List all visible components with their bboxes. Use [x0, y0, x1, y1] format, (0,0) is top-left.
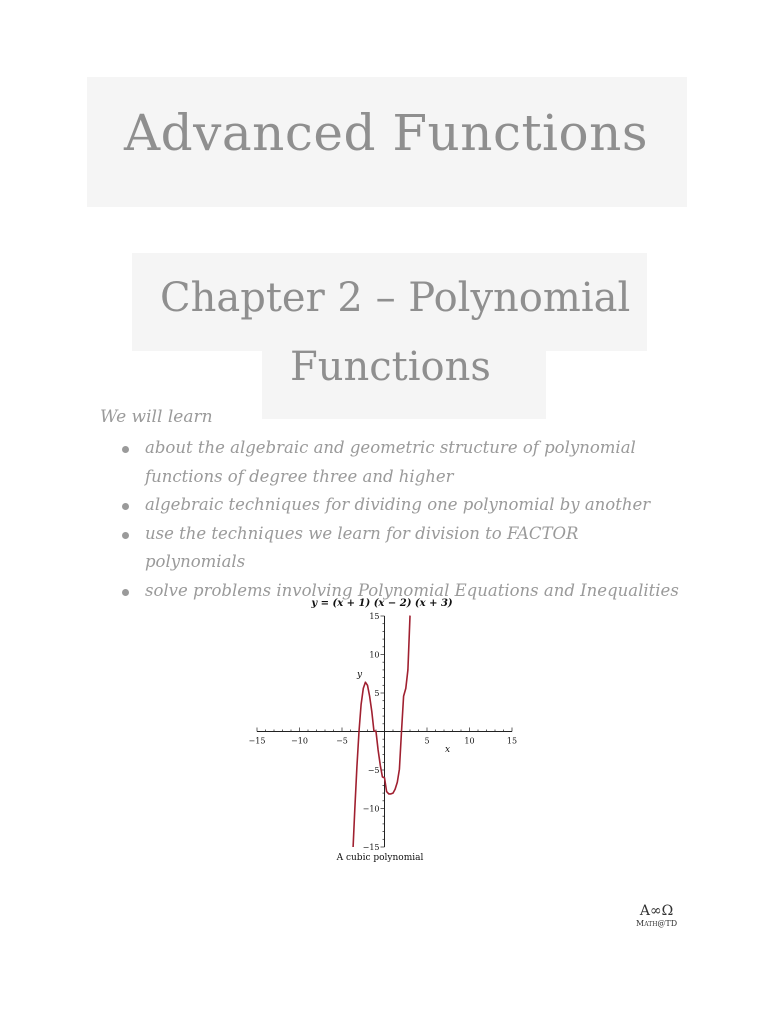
list-item [120, 520, 680, 577]
learn-intro: We will learn [100, 407, 213, 427]
y-tick-label: −10 [362, 804, 380, 814]
learning-goals-list [120, 434, 680, 605]
x-tick-label: −15 [248, 736, 266, 746]
chart-caption: A cubic polynomial [336, 853, 424, 863]
y-tick-label: −15 [362, 843, 380, 852]
math-td-logo [636, 903, 677, 928]
x-tick-label: 10 [464, 736, 475, 746]
x-tick-label: 15 [506, 736, 518, 746]
chapter-title-line2: Functions [290, 344, 491, 390]
y-tick-label: −5 [367, 766, 380, 775]
y-tick-label: 10 [369, 650, 380, 660]
y-tick-label: 5 [374, 689, 380, 698]
list-item [120, 434, 680, 491]
x-axis-label: x [445, 745, 451, 755]
cubic-polynomial-chart [240, 590, 530, 870]
chapter-title-line1: Chapter 2 – Polynomial [160, 275, 631, 321]
bullet-icon [122, 532, 129, 539]
chart-title: y = (x + 1) (x − 2) (x + 3) [311, 598, 453, 609]
list-item [120, 491, 680, 520]
list-item-text: solve problems involving Polynomial Equations and Inequalities [145, 580, 679, 600]
y-tick-label: 15 [369, 612, 380, 621]
list-item-text: use the techniques we learn for division to FACTOR polynomials [145, 523, 579, 571]
list-item-text: about the algebraic and geometric structure of polynomial functions of degree three and higher [145, 438, 636, 486]
x-tick-label: −10 [291, 736, 308, 746]
bullet-icon [122, 589, 129, 596]
logo-symbol: A∞Ω [639, 903, 674, 919]
list-item-text: algebraic techniques for dividing one polynomial by another [145, 495, 651, 514]
y-axis-label: y [357, 670, 363, 680]
logo-text: Math@TD [636, 919, 678, 928]
page-title: Advanced Functions [124, 104, 649, 162]
x-tick-label: 5 [424, 736, 430, 746]
bullet-icon [122, 446, 129, 453]
x-tick-label: −5 [336, 736, 348, 746]
bullet-icon [122, 503, 129, 510]
